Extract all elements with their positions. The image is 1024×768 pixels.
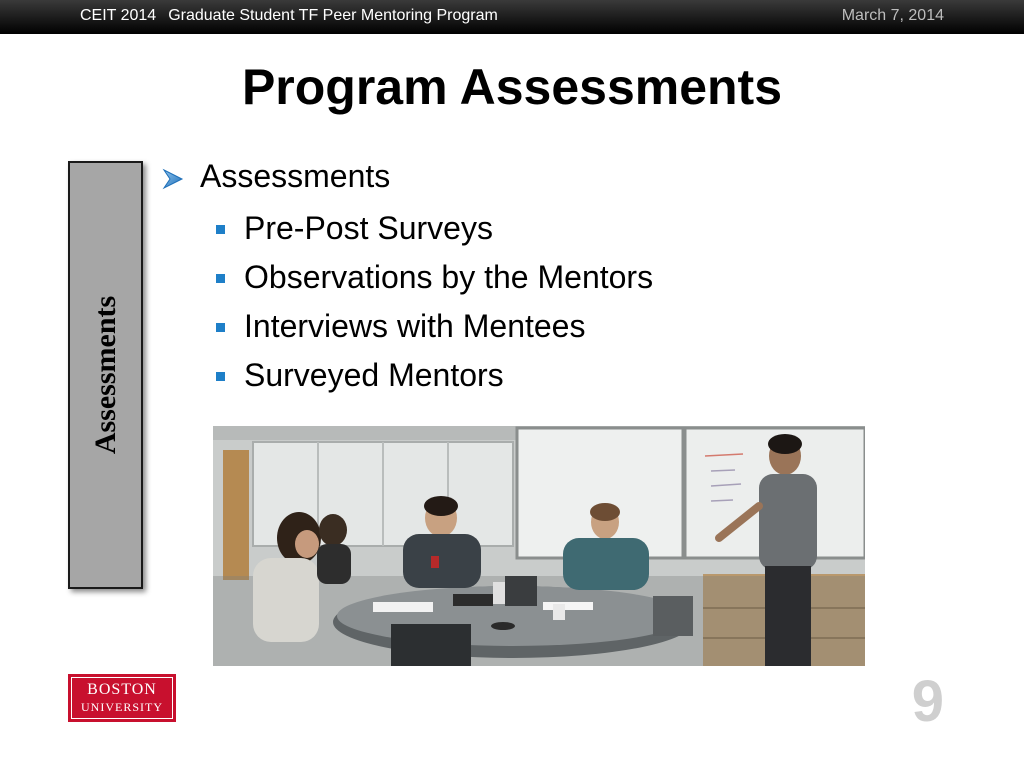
logo-line-2: UNIVERSITY	[81, 700, 163, 714]
meeting-photo-illustration	[213, 426, 865, 666]
square-bullet-icon	[216, 323, 225, 332]
square-bullet-icon	[216, 274, 225, 283]
sub-bullet-label: Observations by the Mentors	[244, 259, 654, 295]
page-number: 9	[911, 669, 944, 734]
sub-bullet-label: Interviews with Mentees	[244, 308, 586, 344]
logo-line-1: BOSTON	[87, 681, 157, 698]
boston-university-logo	[68, 674, 176, 722]
sub-bullet-label: Pre-Post Surveys	[244, 210, 493, 246]
header-left	[80, 7, 498, 25]
slide-title: Program Assessments	[241, 59, 783, 115]
conference-name: CEIT 2014	[80, 7, 157, 24]
bullet-label: Assessments	[200, 158, 391, 194]
section-sidebar	[68, 161, 143, 589]
section-label: Assessments	[88, 295, 122, 455]
header-bar	[0, 0, 1024, 34]
meeting-photo	[213, 426, 865, 666]
square-bullet-icon	[216, 372, 225, 381]
arrow-bullet-icon	[162, 168, 184, 190]
square-bullet-icon	[216, 225, 225, 234]
header-date: March 7, 2014	[841, 7, 944, 24]
sub-bullet-label: Surveyed Mentors	[244, 357, 504, 393]
program-name: Graduate Student TF Peer Mentoring Program	[168, 7, 498, 24]
